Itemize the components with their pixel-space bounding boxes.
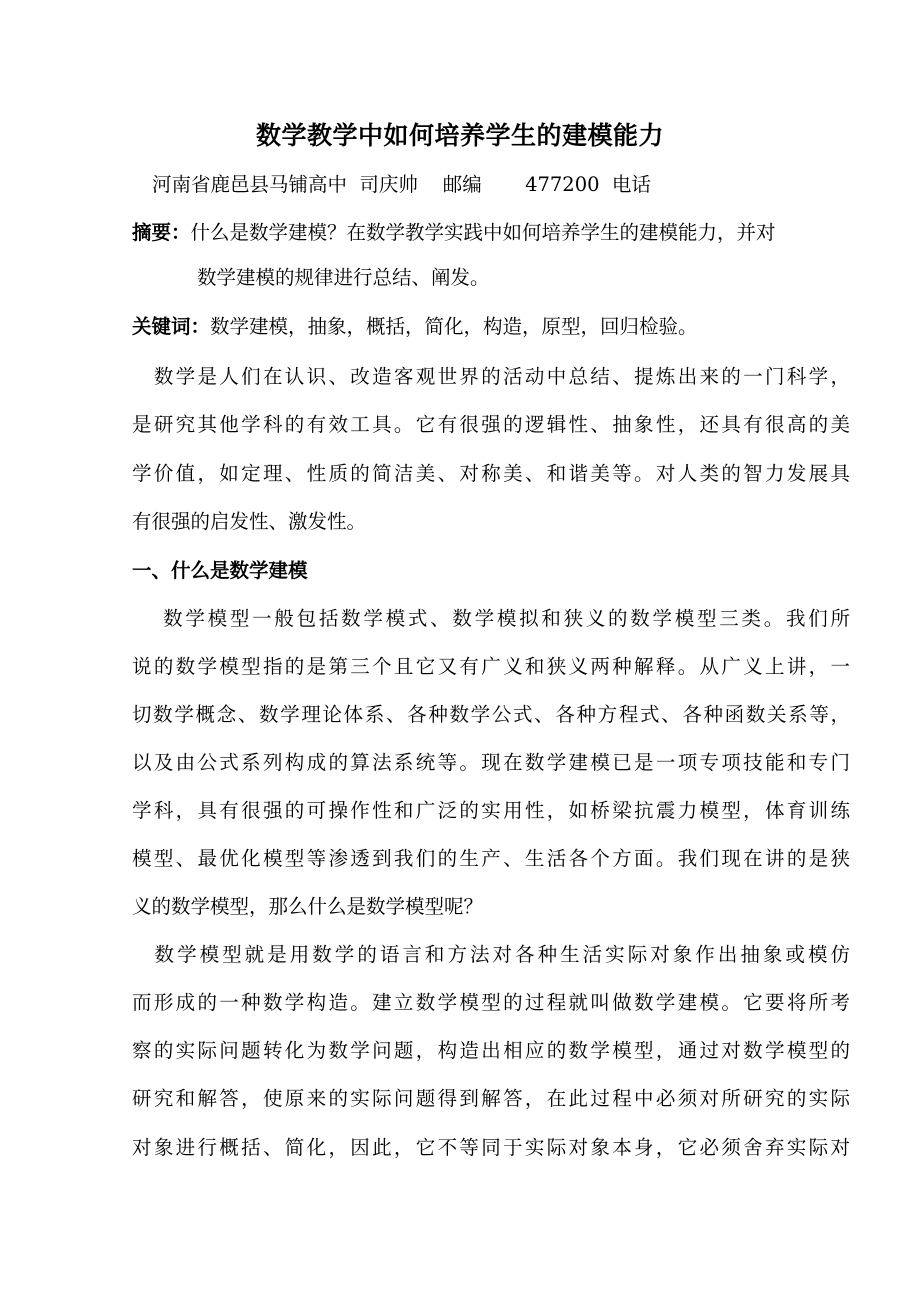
abstract-text-line-2: 数学建模的规律进行总结、阐发。: [197, 266, 490, 289]
paragraph-line: 说的数学模型指的是第三个且它又有广义和狭义两种解释。从广义上讲，一: [132, 655, 850, 678]
paragraph-line: 切数学概念、数学理论体系、各种数学公式、各种方程式、各种函数关系等，: [132, 703, 850, 726]
paragraph-line: 是研究其他学科的有效工具。它有很强的逻辑性、抽象性，还具有很高的美: [132, 413, 850, 436]
paragraph-line: 数学模型一般包括数学模式、数学模拟和狭义的数学模型三类。我们所: [132, 607, 850, 630]
document-title: 数学教学中如何培养学生的建模能力: [255, 121, 664, 150]
paragraph-line: 学价值，如定理、性质的简洁美、对称美、和谐美等。对人类的智力发展具: [132, 462, 850, 485]
paragraph-line: 对象进行概括、简化，因此，它不等同于实际对象本身，它必须舍弃实际对: [132, 1136, 850, 1159]
paragraph-line: 有很强的启发性、激发性。: [132, 510, 367, 533]
paragraph-line: 研究和解答，使原来的实际问题得到解答，在此过程中必须对所研究的实际: [132, 1087, 850, 1110]
abstract-text-line-1: 什么是数学建模？在数学教学实践中如何培养学生的建模能力，并对: [190, 221, 776, 244]
paragraph-line: 模型、最优化模型等渗透到我们的生产、生活各个方面。我们现在讲的是狭: [132, 847, 850, 870]
paragraph-line: 义的数学模型，那么什么是数学模型呢？: [132, 895, 484, 918]
paragraph-line: 察的实际问题转化为数学问题，构造出相应的数学模型，通过对数学模型的: [132, 1039, 850, 1062]
author-line: 河南省鹿邑县马铺高中 司庆帅 邮编 477200 电话: [152, 173, 651, 196]
paragraph-line: 数学模型就是用数学的语言和方法对各种生活实际对象作出抽象或模仿: [132, 943, 850, 966]
abstract-label: 摘要：: [132, 221, 191, 244]
paragraph-line: 学科，具有很强的可操作性和广泛的实用性，如桥梁抗震力模型，体育训练: [132, 799, 850, 822]
paragraph-line: 而形成的一种数学构造。建立数学模型的过程就叫做数学建模。它要将所考: [132, 991, 850, 1014]
keywords-label: 关键词：: [132, 315, 211, 338]
paragraph-line: 数学是人们在认识、改造客观世界的活动中总结、提炼出来的一门科学，: [132, 365, 850, 388]
section-heading: 一、什么是数学建模: [132, 559, 308, 582]
keywords-text: 数学建模，抽象，概括，简化，构造，原型，回归检验。: [210, 315, 698, 338]
paragraph-line: 以及由公式系列构成的算法系统等。现在数学建模已是一项专项技能和专门: [132, 751, 850, 774]
abstract: [132, 218, 776, 248]
keywords: [132, 312, 698, 342]
